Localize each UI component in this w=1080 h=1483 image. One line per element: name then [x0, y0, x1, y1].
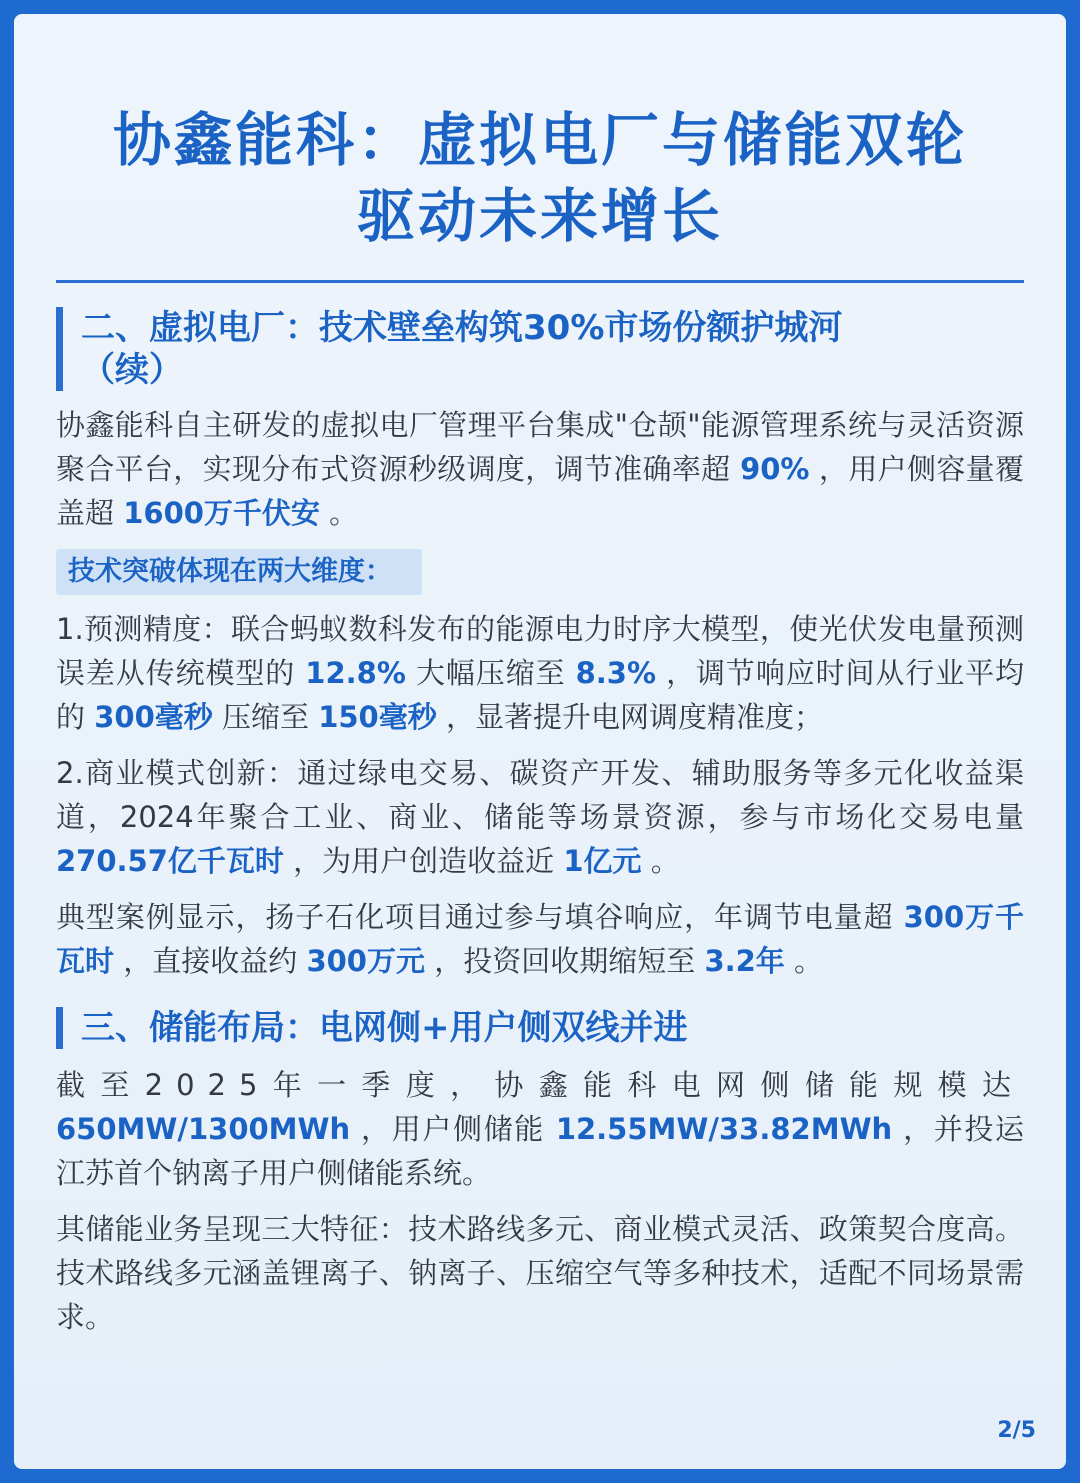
text-span: ，直接收益约	[114, 944, 307, 978]
text-span: 协鑫能科自主研发的虚拟电厂管理平台集成"仓颉"能源管理系统与灵活资源聚合平台，实现分布式资源秒级调度，调节准确率超	[56, 408, 1024, 486]
text-span: 大幅压缩至	[405, 656, 576, 690]
page-indicator: 2/5	[997, 1418, 1036, 1443]
highlight-payback: 3.2年	[704, 944, 785, 978]
section-heading-line2: （续）	[81, 350, 183, 390]
text-span: ，用户侧储能	[350, 1112, 556, 1146]
text-span: ，调节响应时间从行业平均的	[56, 656, 1024, 734]
text-span: 截至2025年一季度，协鑫能科电网侧储能规模达	[56, 1068, 1024, 1102]
text-span: ，用户侧容量覆盖超	[56, 452, 1024, 530]
text-span: 。	[319, 496, 359, 530]
section-heading-virtual-power-plant	[56, 307, 1024, 391]
highlight-old-response: 300毫秒	[94, 700, 213, 734]
highlight-old-error: 12.8%	[305, 656, 406, 690]
section-heading-line1: 三、储能布局：电网侧+用户侧双线并进	[81, 1008, 688, 1048]
text-span: 。	[784, 944, 824, 978]
highlight-regulated-energy: 300万千瓦时	[56, 900, 1024, 978]
paragraph-business-model	[56, 751, 1024, 883]
paragraph-storage-scale	[56, 1063, 1024, 1195]
page-title-line2: 驱动未来增长	[356, 182, 723, 250]
highlight-capacity: 1600万千伏安	[123, 496, 320, 530]
highlight-new-response: 150毫秒	[318, 700, 437, 734]
highlight-grid-storage: 650MW/1300MWh	[56, 1112, 351, 1146]
highlight-user-storage: 12.55MW/33.82MWh	[555, 1112, 893, 1146]
highlight-direct-income: 300万元	[306, 944, 425, 978]
section-heading-line1: 二、虚拟电厂：技术壁垒构筑30%市场份额护城河	[81, 308, 843, 348]
page-title-line1: 协鑫能科：虚拟电厂与储能双轮	[112, 106, 967, 174]
paragraph-storage-features: 其储能业务呈现三大特征：技术路线多元、商业模式灵活、政策契合度高。技术路线多元涵盖锂离子、钠离子、压缩空气等多种技术，适配不同场景需求。	[56, 1212, 1024, 1334]
section-heading-energy-storage	[56, 1007, 1024, 1049]
paragraph-case-study	[56, 895, 1024, 983]
text-span: ，为用户创造收益近	[283, 844, 564, 878]
text-span: ，显著提升电网调度精准度；	[436, 700, 823, 734]
paragraph-forecast-precision	[56, 607, 1024, 739]
text-span: 1.预测精度：联合蚂蚁数科发布的能源电力时序大模型，使光伏发电量预测误差从传统模型的	[56, 612, 1024, 690]
text-span: 2.商业模式创新：通过绿电交易、碳资产开发、辅助服务等多元化收益渠道，2024年聚合工业、商业、储能等场景资源，参与市场化交易电量	[56, 756, 1024, 834]
text-span: ，并投运江苏首个钠离子用户侧储能系统。	[56, 1112, 1025, 1190]
text-span: 压缩至	[212, 700, 319, 734]
highlight-new-error: 8.3%	[575, 656, 657, 690]
subheading-tech-breakthrough: 技术突破体现在两大维度：	[56, 549, 422, 595]
paragraph-platform-intro	[56, 403, 1024, 535]
title-divider	[56, 280, 1024, 283]
content-card	[14, 14, 1066, 1469]
highlight-accuracy: 90%	[740, 452, 810, 486]
highlight-revenue: 1亿元	[563, 844, 642, 878]
text-span: ，投资回收期缩短至	[425, 944, 705, 978]
page-title	[56, 14, 1024, 254]
text-span: 。	[641, 844, 680, 878]
text-span: 典型案例显示，扬子石化项目通过参与填谷响应，年调节电量超	[56, 900, 904, 934]
highlight-trade-volume: 270.57亿千瓦时	[56, 844, 284, 878]
